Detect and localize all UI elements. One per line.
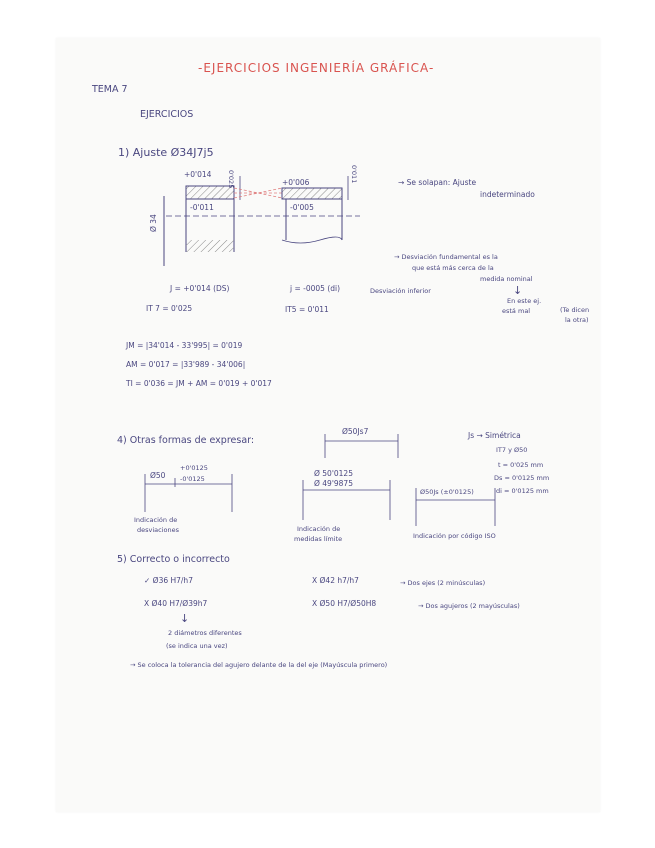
arrow-down-icon: ↓ [180, 612, 190, 625]
dev-note-line1: → Desviación fundamental es la [394, 253, 498, 261]
diameter-label: Ø 34 [149, 214, 158, 232]
dev-note-line3: medida nominal [480, 275, 533, 283]
ex5-row2-note: → Dos agujeros (2 mayúsculas) [418, 602, 520, 610]
shaft-tolerance-dim: 0'011 [350, 165, 358, 184]
iso-label: Ø50Js (±0'0125) [420, 488, 474, 496]
limit-caption-line2: medidas límite [294, 535, 343, 543]
hole-lower-deviation: -0'011 [190, 203, 214, 212]
dev-lower: -0'0125 [180, 475, 205, 483]
js-symmetric: Js → Simétrica [468, 431, 521, 440]
ex4-heading: 4) Otras formas de expresar: [117, 435, 255, 446]
limit-lower: Ø 49'9875 [314, 479, 353, 488]
js-it7: IT7 y Ø50 [496, 446, 528, 454]
hole-tolerance-dim: 0'025 [227, 170, 235, 189]
case-note-line3: (Te dicen [560, 306, 590, 314]
js-ds: Ds = 0'0125 mm [494, 474, 550, 482]
limit-upper: Ø 50'0125 [314, 469, 353, 478]
J-deviation: J = +0'014 (DS) [170, 284, 230, 293]
js-tolerance: t = 0'025 mm [498, 461, 544, 469]
j-deviation: j = -0005 (di) [290, 284, 341, 293]
shaft-lower-deviation: -0'005 [290, 203, 314, 212]
case-note-line2: está mal [502, 307, 531, 315]
js7-label: Ø50Js7 [342, 427, 369, 436]
arrow-down-icon: ↓ [513, 284, 523, 297]
ex1-heading: 1) Ajuste Ø34J7j5 [118, 146, 214, 159]
shaft-upper-deviation: +0'006 [282, 178, 310, 187]
dev-caption-line1: Indicación de [134, 516, 178, 524]
ex5-final-note: → Se coloca la tolerancia del agujero delante de la del eje (Mayúscula primero) [130, 661, 388, 669]
overlap-note-line2: indeterminado [480, 190, 535, 199]
topic-label: TEMA 7 [92, 84, 128, 95]
max-interference: AM = 0'017 = |33'989 - 34'006| [126, 360, 246, 369]
ex5-row1-right: X Ø42 h7/h7 [312, 576, 359, 585]
limit-caption-line1: Indicación de [297, 525, 341, 533]
overlap-note-line1: → Se solapan: Ajuste [398, 178, 477, 187]
dev-nominal: Ø50 [150, 471, 166, 480]
dev-upper: +0'0125 [180, 464, 208, 472]
overlap-marker [234, 188, 282, 198]
case-note-line4: la otra) [565, 316, 589, 324]
IT7-value: IT 7 = 0'025 [146, 304, 193, 313]
max-clearance: JM = |34'014 - 33'995| = 0'019 [126, 341, 243, 350]
dev-note-line2: que está más cerca de la [412, 264, 494, 272]
ex5-row2-left: X Ø40 H7/Ø39h7 [144, 599, 208, 608]
page-title: -EJERCICIOS INGENIERÍA GRÁFICA- [198, 61, 435, 75]
dev-caption-line2: desviaciones [137, 526, 180, 534]
js-di: di = 0'0125 mm [496, 487, 549, 495]
iso-caption: Indicación por código ISO [413, 532, 496, 540]
section-label: EJERCICIOS [140, 109, 194, 120]
case-note-line1: En este ej. [507, 297, 542, 305]
ex5-row1-left: ✓ Ø36 H7/h7 [144, 576, 193, 585]
lower-deviation-label: Desviación inferior [370, 287, 431, 295]
ex5-heading: 5) Correcto o incorrecto [117, 554, 230, 565]
ex5-row2-right: X Ø50 H7/Ø50H8 [312, 599, 377, 608]
hole-upper-deviation: +0'014 [184, 170, 212, 179]
IT5-value: IT5 = 0'011 [285, 305, 329, 314]
ex5-note-line2: (se indica una vez) [166, 642, 228, 650]
fit-tolerance: TI = 0'036 = JM + AM = 0'019 + 0'017 [126, 379, 272, 388]
ex5-note-line1: 2 diámetros diferentes [168, 629, 242, 637]
ex5-row1-note: → Dos ejes (2 minúsculas) [400, 579, 486, 587]
